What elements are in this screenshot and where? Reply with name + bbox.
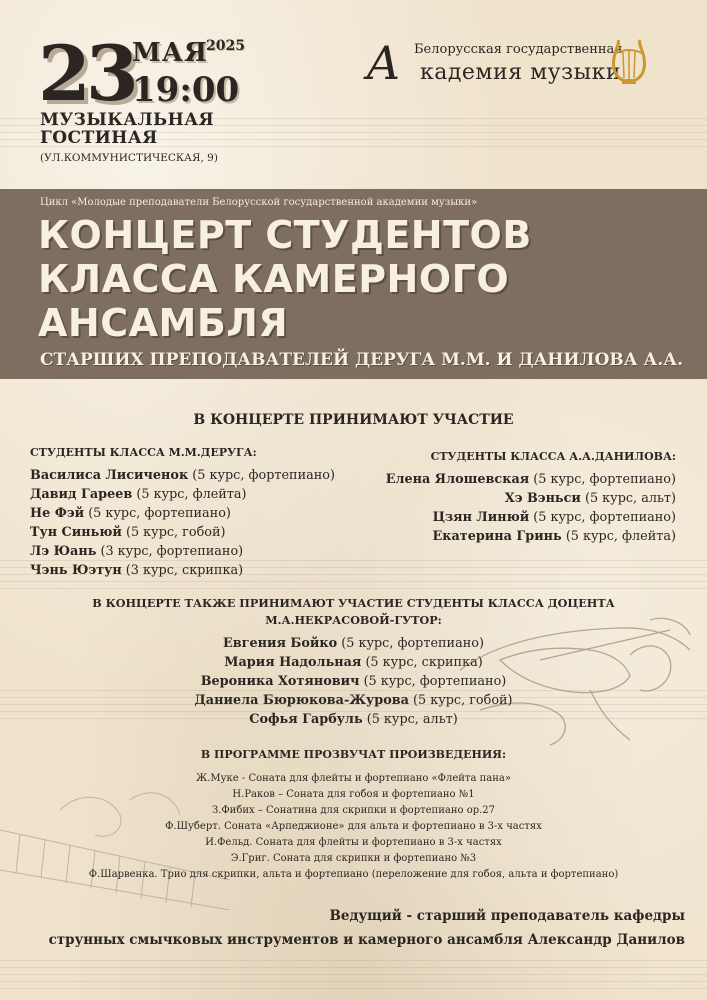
program-item: Ж.Муке - Соната для флейты и фортепиано «Флейта пана» [196, 773, 511, 784]
list-item [0, 691, 707, 710]
student-info: (3 курс, скрипка) [121, 563, 244, 578]
left-class-list [30, 466, 335, 580]
additional-heading-line2: М.А.НЕКРАСОВОЙ-ГУТОР: [265, 613, 442, 627]
academy-name-line1: Белорусская государственная [414, 42, 623, 57]
student-info: (5 курс, фортепиано) [359, 674, 507, 689]
program-item: И.Фельд. Соната для флейты и фортепиано в 3-х частях [205, 837, 502, 848]
venue-name: МУЗЫКАЛЬНАЯ ГОСТИНАЯ [40, 110, 215, 148]
student-info: (5 курс, альт) [362, 712, 458, 727]
list-item [0, 710, 707, 729]
program-heading: В ПРОГРАММЕ ПРОЗВУЧАТ ПРОИЗВЕДЕНИЯ: [200, 748, 507, 761]
program-item: Э.Григ. Соната для скрипки и фортепиано №3 [230, 853, 477, 864]
academy-logo [362, 36, 672, 90]
additional-class-list [0, 634, 707, 729]
student-name: Мария Надольная [224, 655, 362, 670]
student-name: Хэ Вэньси [504, 491, 581, 506]
student-name: Цзян Линюй [432, 510, 530, 525]
student-info: (3 курс, фортепиано) [96, 544, 244, 559]
concert-title: КОНЦЕРТ СТУДЕНТОВ КЛАССА КАМЕРНОГО АНСАМБЛЯ [38, 213, 532, 345]
list-item [30, 523, 335, 542]
academy-initial-letter: А [366, 36, 401, 90]
student-info: (5 курс, фортепиано) [337, 636, 484, 651]
list-item [0, 672, 707, 691]
event-time: 19:00 [132, 70, 240, 110]
list-item [0, 634, 707, 653]
student-info: (5 курс, скрипка) [361, 655, 483, 670]
list-item [386, 470, 676, 489]
program-list [0, 771, 707, 883]
program-item: Ф.Шарвенка. Трио для скрипки, альта и фортепиано (переложение для гобоя, альта и фортепиано) [88, 869, 619, 880]
additional-heading-line1: В КОНЦЕРТЕ ТАКЖЕ ПРИНИМАЮТ УЧАСТИЕ СТУДЕНТЫ КЛАССА ДОЦЕНТА [92, 596, 615, 610]
student-name: Софья Гарбуль [249, 712, 363, 727]
venue-address: (УЛ.КОММУНИСТИЧЕСКАЯ, 9) [40, 152, 218, 164]
participants-heading: В КОНЦЕРТЕ ПРИНИМАЮТ УЧАСТИЕ [193, 412, 514, 428]
student-name: Лэ Юань [30, 544, 97, 559]
student-name: Евгения Бойко [223, 636, 338, 651]
list-item [386, 508, 676, 527]
program-item: Н.Раков – Соната для гобоя и фортепиано №1 [232, 789, 475, 800]
list-item [386, 527, 676, 546]
student-info: (5 курс, фортепиано) [188, 468, 335, 483]
list-item [30, 542, 335, 561]
student-info: (5 курс, гобой) [121, 525, 226, 540]
student-name: Василиса Лисиченок [30, 468, 189, 483]
student-name: Елена Ялошевская [385, 472, 530, 487]
student-info: (5 курс, альт) [580, 491, 676, 506]
list-item [30, 561, 335, 580]
student-name: Давид Гареев [30, 487, 133, 502]
student-name: Тун Синьюй [30, 525, 122, 540]
left-class-heading: СТУДЕНТЫ КЛАССА М.М.ДЕРУГА: [30, 446, 257, 459]
student-name: Екатерина Гринь [432, 529, 562, 544]
list-item [386, 489, 676, 508]
series-name: Цикл «Молодые преподаватели Белорусской государственной академии музыки» [40, 197, 478, 208]
event-day: 23 [38, 29, 134, 118]
right-class-heading: СТУДЕНТЫ КЛАССА А.А.ДАНИЛОВА: [430, 450, 676, 463]
student-name: Вероника Хотянович [200, 674, 360, 689]
student-name: Не Фэй [30, 506, 85, 521]
student-name: Чэнь Юэтун [30, 563, 122, 578]
program-item: З.Фибих – Сонатина для скрипки и фортепиано ор.27 [211, 805, 496, 816]
student-info: (5 курс, фортепиано) [529, 510, 676, 525]
host-line2: струнных смычковых инструментов и камерного ансамбля Александр Данилов [48, 932, 685, 948]
concert-subtitle: СТАРШИХ ПРЕПОДАВАТЕЛЕЙ ДЕРУГА М.М. И ДАНИЛОВА А.А. [40, 350, 684, 370]
additional-participants-heading [0, 595, 707, 629]
program-item: Ф.Шуберт. Соната «Арпеджионе» для альта и фортепиано в 3-х частях [165, 821, 542, 832]
event-year: 2025 [206, 38, 245, 54]
list-item [30, 504, 335, 523]
academy-name-line2: кадемия музыки [420, 60, 622, 85]
host-line1: Ведущий - старший преподаватель кафедры [329, 908, 685, 924]
list-item [30, 485, 335, 504]
music-staff-decoration [0, 960, 707, 995]
list-item [30, 466, 335, 485]
right-class-list [386, 470, 676, 546]
student-name: Даниела Бюрюкова-Журова [194, 693, 409, 708]
student-info: (5 курс, гобой) [408, 693, 513, 708]
student-info: (5 курс, флейта) [132, 487, 247, 502]
student-info: (5 курс, фортепиано) [529, 472, 676, 487]
list-item [0, 653, 707, 672]
host-info [49, 904, 685, 952]
event-month: МАЯ [132, 38, 208, 68]
lyre-icon [606, 36, 652, 86]
student-info: (5 курс, фортепиано) [84, 506, 231, 521]
student-info: (5 курс, флейта) [561, 529, 676, 544]
